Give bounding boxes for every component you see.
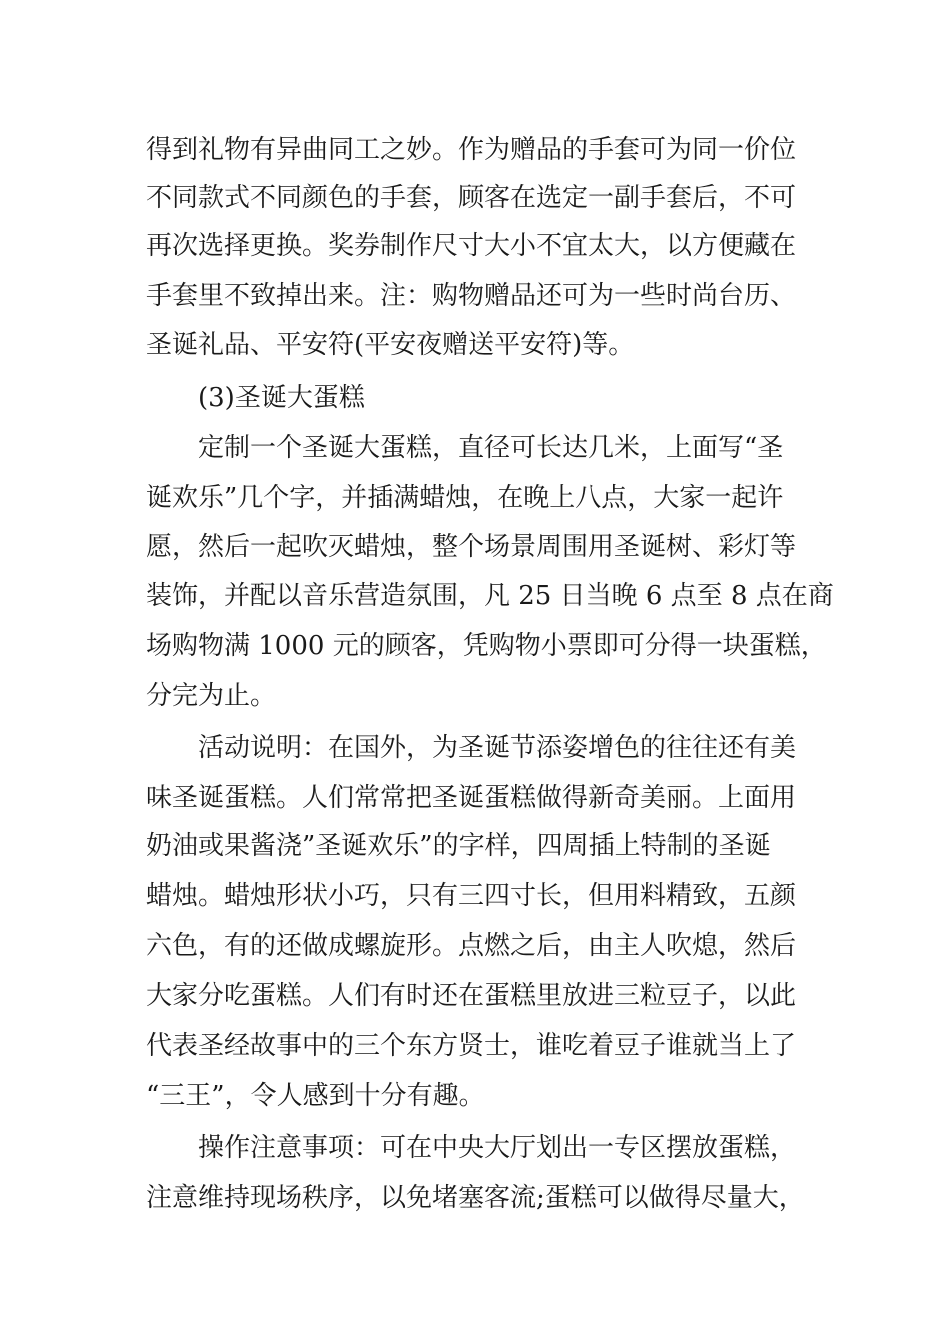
text-line: 蜡烛。蜡烛形状小巧，只有三四寸长，但用料精致，五颜	[146, 881, 797, 911]
text-line: 圣诞礼品、平安符(平安夜赠送平安符)等。	[146, 330, 635, 360]
text-line: 诞欢乐”几个字，并插满蜡烛，在晚上八点，大家一起许	[146, 483, 784, 513]
text-line: 装饰，并配以音乐营造氛围，凡 25 日当晚 6 点至 8 点在商	[146, 581, 834, 611]
text-line: 再次选择更换。奖券制作尺寸大小不宜太大，以方便藏在	[146, 231, 797, 261]
text-line: 味圣诞蛋糕。人们常常把圣诞蛋糕做得新奇美丽。上面用	[146, 783, 797, 813]
text-line: 得到礼物有异曲同工之妙。作为赠品的手套可为同一价位	[146, 135, 797, 165]
paragraph-start-line: 定制一个圣诞大蛋糕，直径可长达几米，上面写“圣	[198, 433, 784, 463]
text-line: “三王”，令人感到十分有趣。	[146, 1081, 485, 1111]
section-heading: (3)圣诞大蛋糕	[198, 383, 365, 413]
text-line: 奶油或果酱浇”圣诞欢乐”的字样，四周插上特制的圣诞	[146, 831, 771, 861]
text-line: 代表圣经故事中的三个东方贤士，谁吃着豆子谁就当上了	[146, 1031, 797, 1061]
text-line: 手套里不致掉出来。注：购物赠品还可为一些时尚台历、	[146, 281, 797, 311]
text-line: 场购物满 1000 元的顾客，凭购物小票即可分得一块蛋糕，	[146, 631, 827, 661]
text-line: 分完为止。	[146, 681, 277, 711]
text-line: 注意维持现场秩序，以免堵塞客流;蛋糕可以做得尽量大，	[146, 1183, 805, 1213]
paragraph-start-line: 操作注意事项：可在中央大厅划出一专区摆放蛋糕，	[198, 1133, 797, 1163]
paragraph-start-line: 活动说明：在国外，为圣诞节添姿增色的往往还有美	[198, 733, 797, 763]
text-line: 六色，有的还做成螺旋形。点燃之后，由主人吹熄，然后	[146, 931, 797, 961]
text-line: 不同款式不同颜色的手套，顾客在选定一副手套后，不可	[146, 183, 797, 213]
text-line: 愿，然后一起吹灭蜡烛，整个场景周围用圣诞树、彩灯等	[146, 532, 797, 562]
text-line: 大家分吃蛋糕。人们有时还在蛋糕里放进三粒豆子，以此	[146, 981, 797, 1011]
